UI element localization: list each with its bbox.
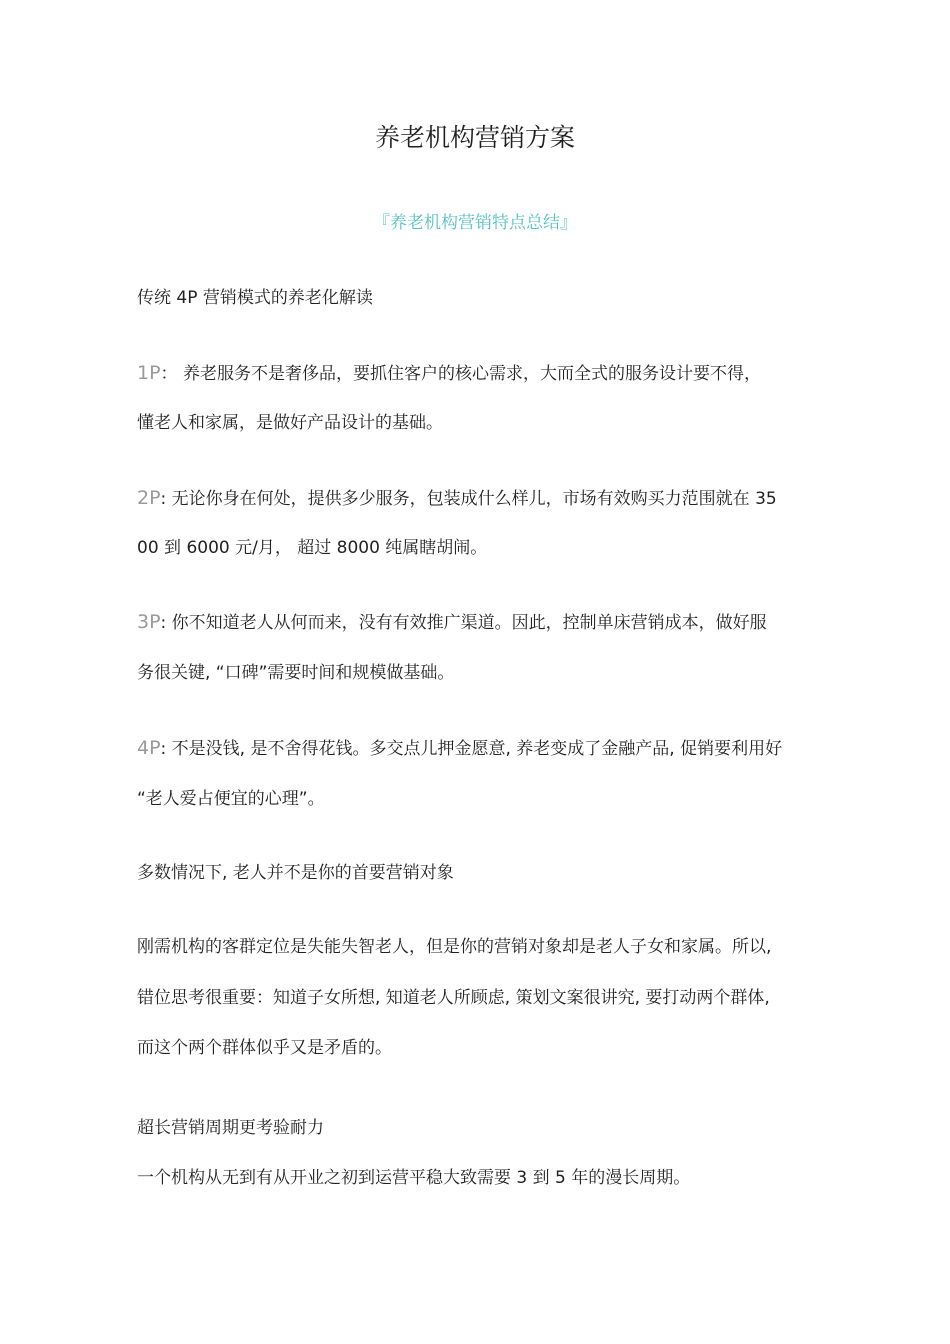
paragraph-long-cycle: 一个机构从无到有从开业之初到运营平稳大致需要 3 到 5 年的漫长周期。 [137,1168,691,1188]
paragraph-target-line-2: 错位思考很重要：知道子女所想, 知道老人所顾虑, 策划文案很讲究, 要打动两个群体, [137,988,770,1008]
heading-4p-model: 传统 4P 营销模式的养老化解读 [137,288,373,308]
paragraph-1p-line-2: 懂老人和家属，是做好产品设计的基础。 [137,413,443,433]
text-2p-line-1: 无论你身在何处，提供多少服务，包装成什么样儿，市场有效购买力范围就在 35 [166,489,777,509]
text-1p-line-1: 养老服务不是奢侈品，要抓住客户的核心需求，大而全式的服务设计要不得， [177,364,761,384]
text-4p-line-1: 不是没钱, 是不舍得花钱。多交点儿押金愿意, 养老变成了金融产品, 促销要利用好 [166,739,783,759]
paragraph-target-line-3: 而这个两个群体似乎又是矛盾的。 [137,1038,392,1058]
heading-long-cycle: 超长营销周期更考验耐力 [137,1118,324,1138]
paragraph-3p-line-1 [137,607,827,638]
separator-2p: : [160,489,167,509]
separator-3p: : [160,613,167,633]
separator-4p: : [160,739,167,759]
paragraph-2p-line-2: 00 到 6000 元/月， 超过 8000 纯属瞎胡闹。 [137,538,488,558]
label-4p: 4P [137,737,161,759]
paragraph-4p-line-2: “老人爱占便宜的心理”。 [137,789,325,809]
paragraph-4p-line-1 [137,733,827,764]
label-2p: 2P [137,487,161,509]
separator-1p: ： [160,364,178,384]
paragraph-1p-line-1 [137,358,827,389]
label-3p: 3P [137,611,161,633]
paragraph-2p-line-1 [137,483,827,514]
paragraph-target-line-1: 刚需机构的客群定位是失能失智老人，但是你的营销对象却是老人子女和家属。所以, [137,937,772,957]
section-subtitle: 『养老机构营销特点总结』 [373,213,577,233]
text-3p-line-1: 你不知道老人从何而来，没有有效推广渠道。因此，控制单床营销成本，做好服 [166,613,767,633]
document-title: 养老机构营销方案 [374,123,575,152]
label-1p: 1P [137,362,161,384]
paragraph-3p-line-2: 务很关键, “口碑”需要时间和规模做基础。 [137,663,455,683]
heading-marketing-target: 多数情况下, 老人并不是你的首要营销对象 [137,863,454,883]
